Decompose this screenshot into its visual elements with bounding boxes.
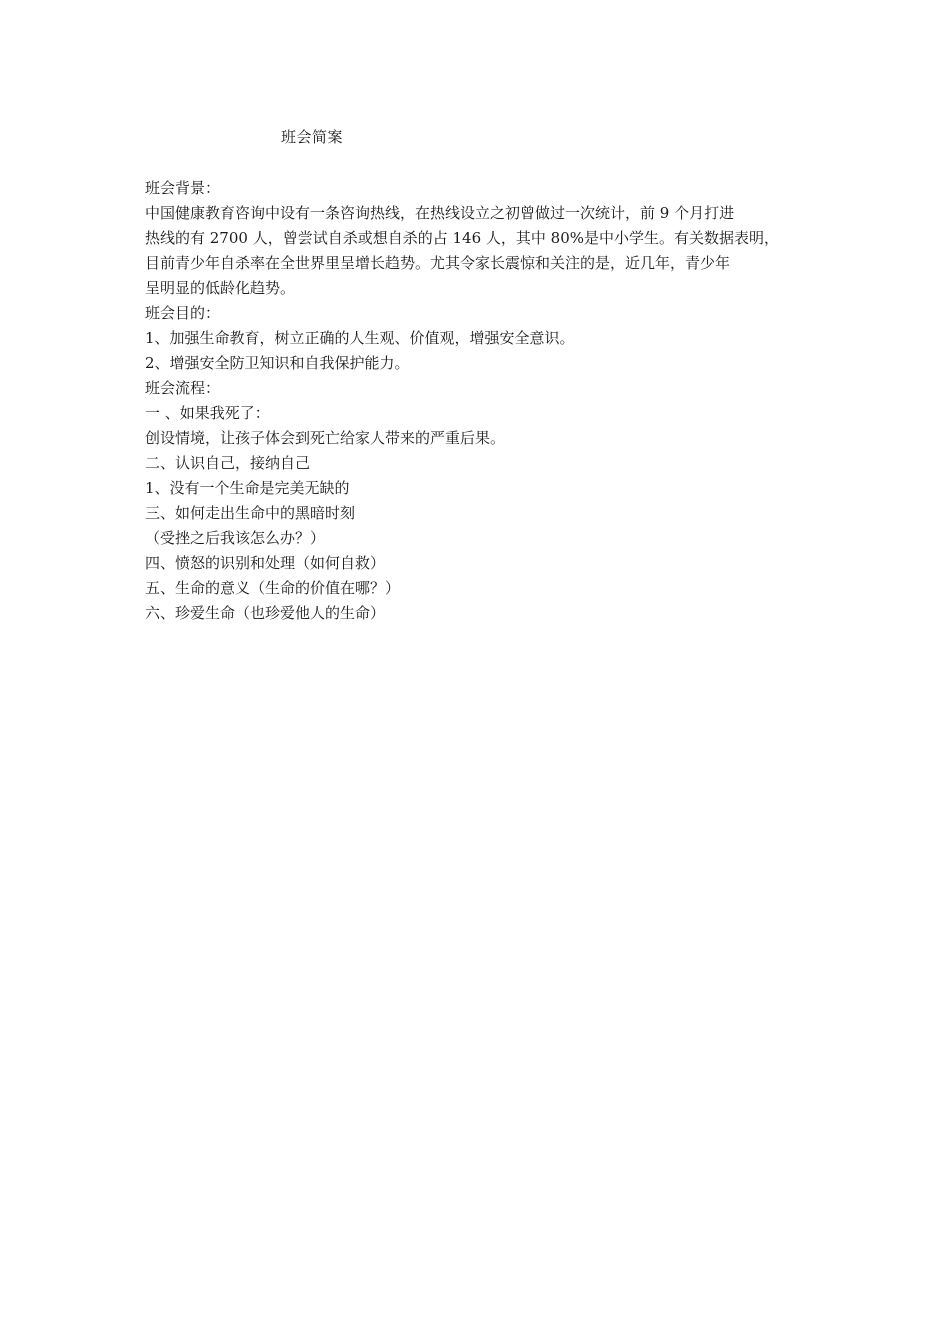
list-item: 三、如何走出生命中的黑暗时刻 — [145, 504, 356, 522]
document-title: 班会简案 — [281, 128, 344, 146]
list-item: 一 、如果我死了： — [145, 404, 270, 422]
list-item: 二、认识自己，接纳自己 — [145, 454, 311, 472]
list-item: 1、加强生命教育，树立正确的人生观、价值观，增强安全意识。 — [145, 329, 575, 347]
paragraph-line: 创设情境，让孩子体会到死亡给家人带来的严重后果。 — [145, 429, 506, 447]
list-item: 四、愤怒的识别和处理（如何自救） — [145, 554, 386, 572]
section-heading-process: 班会流程： — [145, 379, 221, 397]
list-item: 2、增强安全防卫知识和自我保护能力。 — [145, 354, 410, 372]
paragraph-line: 中国健康教育咨询中设有一条咨询热线，在热线设立之初曾做过一次统计，前 9 个月打进 — [145, 204, 735, 222]
paragraph-line: 热线的有 2700 人，曾尝试自杀或想自杀的占 146 人，其中 80%是中小学生。有关数据表明， — [145, 229, 779, 247]
list-item: 六、珍爱生命（也珍爱他人的生命） — [145, 604, 386, 622]
list-item: 1、没有一个生命是完美无缺的 — [145, 479, 350, 497]
list-item: 五、生命的意义（生命的价值在哪？） — [145, 579, 401, 597]
paragraph-line: （受挫之后我该怎么办？） — [145, 529, 326, 547]
document-body — [145, 176, 815, 626]
paragraph-line: 呈明显的低龄化趋势。 — [145, 279, 296, 297]
section-heading-background: 班会背景： — [145, 179, 221, 197]
section-heading-purpose: 班会目的： — [145, 304, 221, 322]
paragraph-line: 目前青少年自杀率在全世界里呈增长趋势。尤其令家长震惊和关注的是，近几年，青少年 — [145, 254, 731, 272]
